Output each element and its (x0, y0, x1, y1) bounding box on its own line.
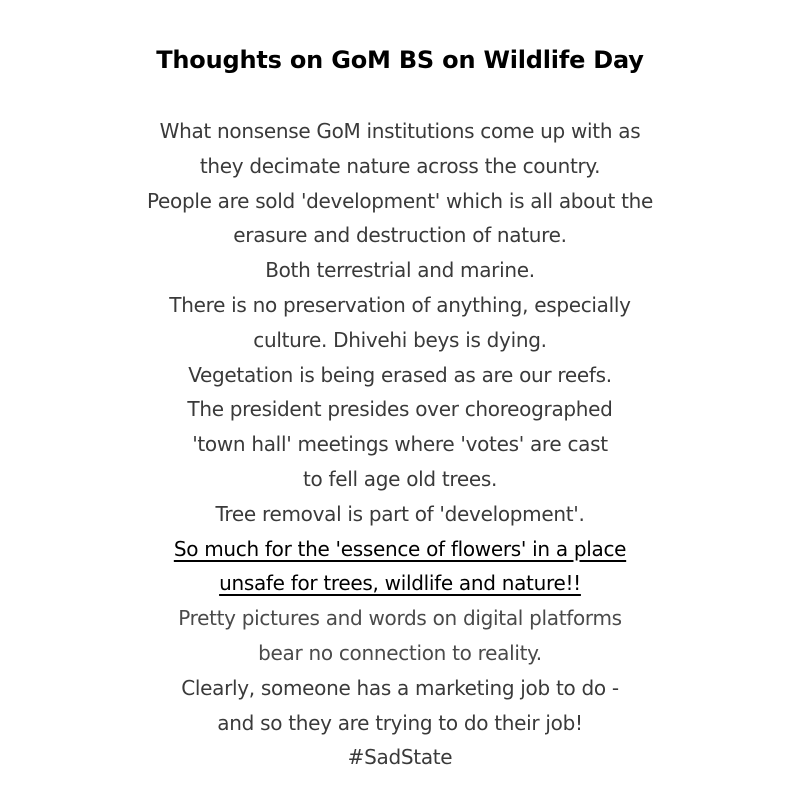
body-line: to fell age old trees. (302, 466, 498, 491)
body-line: People are sold 'development' which is all about the (146, 188, 654, 213)
body-line: erasure and destruction of nature. (233, 223, 567, 248)
body-line: The president presides over choreographed (187, 397, 613, 422)
body-line: Pretty pictures and words on digital platforms (178, 606, 622, 631)
body-line: Clearly, someone has a marketing job to do - (181, 675, 619, 700)
body-line: So much for the 'essence of flowers' in a place (173, 536, 627, 561)
body-line: There is no preservation of anything, especially (169, 292, 631, 317)
body-line: and so they are trying to do their job! (217, 710, 583, 735)
body-line: Both terrestrial and marine. (265, 258, 535, 283)
body-line: Vegetation is being erased as are our reefs. (188, 362, 612, 387)
body-line: culture. Dhivehi beys is dying. (253, 327, 547, 352)
post-title: Thoughts on GoM BS on Wildlife Day (156, 46, 644, 74)
body-line: 'town hall' meetings where 'votes' are cast (192, 432, 608, 457)
body-line: Tree removal is part of 'development'. (215, 501, 585, 526)
body-line: bear no connection to reality. (258, 640, 542, 665)
body-line: #SadState (347, 745, 453, 770)
post-body (0, 114, 800, 775)
body-line: they decimate nature across the country. (199, 153, 601, 178)
body-line: unsafe for trees, wildlife and nature!! (219, 571, 581, 596)
body-line: What nonsense GoM institutions come up with as (159, 119, 641, 143)
